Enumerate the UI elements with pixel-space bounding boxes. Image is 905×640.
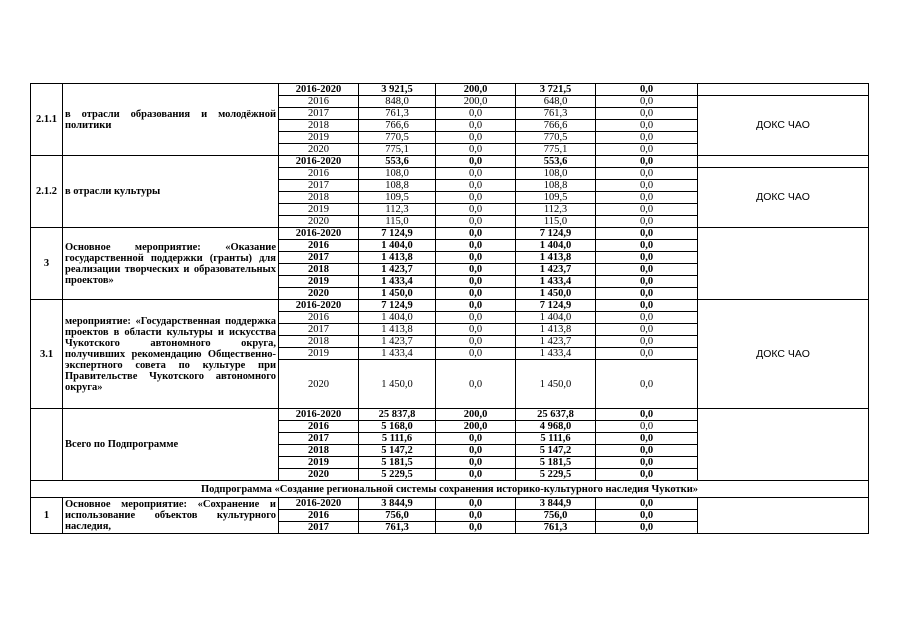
cell-reg: 5 147,2: [516, 445, 596, 457]
cell-fed: 0,0: [436, 433, 516, 445]
cell-year: 2018: [279, 264, 359, 276]
cell-total: 766,6: [359, 120, 436, 132]
cell-fed: 0,0: [436, 168, 516, 180]
cell-other: 0,0: [596, 84, 698, 96]
cell-reg: 1 450,0: [516, 288, 596, 300]
cell-other: 0,0: [596, 192, 698, 204]
budget-table-page: [30, 83, 869, 534]
row-index: 3: [31, 228, 63, 300]
cell-fed: 0,0: [436, 252, 516, 264]
cell-year: 2018: [279, 336, 359, 348]
cell-year: 2016: [279, 421, 359, 433]
cell-total: 5 229,5: [359, 469, 436, 481]
cell-fed: 0,0: [436, 108, 516, 120]
cell-reg: 5 229,5: [516, 469, 596, 481]
cell-other: 0,0: [596, 522, 698, 534]
cell-year: 2016-2020: [279, 84, 359, 96]
cell-year: 2019: [279, 348, 359, 360]
cell-fed: 0,0: [436, 180, 516, 192]
cell-reg: 766,6: [516, 120, 596, 132]
cell-year: 2017: [279, 324, 359, 336]
table-row: [31, 84, 869, 96]
table-row: [31, 498, 869, 510]
cell-reg: 1 433,4: [516, 348, 596, 360]
cell-other: 0,0: [596, 360, 698, 409]
cell-year: 2016-2020: [279, 300, 359, 312]
cell-total: 112,3: [359, 204, 436, 216]
cell-total: 5 111,6: [359, 433, 436, 445]
cell-other: 0,0: [596, 180, 698, 192]
cell-total: 3 844,9: [359, 498, 436, 510]
cell-other: 0,0: [596, 120, 698, 132]
budget-table: [30, 83, 869, 534]
cell-other: 0,0: [596, 300, 698, 312]
cell-other: 0,0: [596, 324, 698, 336]
row-index: 1: [31, 498, 63, 534]
cell-reg: 5 181,5: [516, 457, 596, 469]
cell-fed: 0,0: [436, 264, 516, 276]
table-row: [31, 409, 869, 421]
subprogram-heading-row: [31, 481, 869, 498]
cell-fed: 0,0: [436, 204, 516, 216]
executor-cell: [698, 409, 869, 481]
cell-fed: 0,0: [436, 288, 516, 300]
subprogram-title: Подпрограмма «Создание региональной системы сохранения историко-культурного наследия Чукотки»: [31, 481, 869, 498]
cell-year: 2016-2020: [279, 409, 359, 421]
cell-reg: 3 721,5: [516, 84, 596, 96]
cell-total: 5 147,2: [359, 445, 436, 457]
cell-reg: 756,0: [516, 510, 596, 522]
cell-fed: 0,0: [436, 510, 516, 522]
cell-fed: 0,0: [436, 144, 516, 156]
cell-other: 0,0: [596, 445, 698, 457]
cell-year: 2019: [279, 457, 359, 469]
cell-total: 108,0: [359, 168, 436, 180]
cell-fed: 0,0: [436, 156, 516, 168]
executor-cell: ДОКС ЧАО: [698, 300, 869, 409]
cell-fed: 0,0: [436, 348, 516, 360]
cell-other: 0,0: [596, 264, 698, 276]
cell-year: 2016-2020: [279, 156, 359, 168]
cell-total: 109,5: [359, 192, 436, 204]
row-index: 2.1.2: [31, 156, 63, 228]
cell-fed: 0,0: [436, 324, 516, 336]
cell-total: 1 423,7: [359, 264, 436, 276]
cell-total: 1 433,4: [359, 348, 436, 360]
cell-year: 2016: [279, 168, 359, 180]
cell-fed: 0,0: [436, 192, 516, 204]
cell-reg: 7 124,9: [516, 300, 596, 312]
table-row: [31, 156, 869, 168]
cell-year: 2016: [279, 312, 359, 324]
executor-cell-empty: [698, 498, 869, 534]
cell-other: 0,0: [596, 409, 698, 421]
executor-cell: [698, 228, 869, 300]
cell-other: 0,0: [596, 433, 698, 445]
cell-total: 761,3: [359, 108, 436, 120]
cell-reg: 115,0: [516, 216, 596, 228]
cell-other: 0,0: [596, 510, 698, 522]
cell-fed: 0,0: [436, 276, 516, 288]
cell-fed: 200,0: [436, 96, 516, 108]
cell-year: 2020: [279, 469, 359, 481]
cell-year: 2016-2020: [279, 498, 359, 510]
table-row: [31, 228, 869, 240]
cell-fed: 0,0: [436, 498, 516, 510]
cell-total: 756,0: [359, 510, 436, 522]
cell-total: 1 423,7: [359, 336, 436, 348]
cell-fed: 0,0: [436, 120, 516, 132]
cell-total: 1 413,8: [359, 252, 436, 264]
cell-fed: 0,0: [436, 132, 516, 144]
cell-fed: 200,0: [436, 84, 516, 96]
cell-other: 0,0: [596, 240, 698, 252]
cell-other: 0,0: [596, 288, 698, 300]
cell-total: 7 124,9: [359, 300, 436, 312]
cell-year: 2017: [279, 522, 359, 534]
cell-other: 0,0: [596, 312, 698, 324]
cell-reg: 4 968,0: [516, 421, 596, 433]
row-index: 3.1: [31, 300, 63, 409]
cell-total: 5 181,5: [359, 457, 436, 469]
table-row: [31, 300, 869, 312]
cell-total: 1 450,0: [359, 360, 436, 409]
cell-other: 0,0: [596, 228, 698, 240]
cell-year: 2017: [279, 252, 359, 264]
cell-fed: 0,0: [436, 240, 516, 252]
cell-year: 2020: [279, 288, 359, 300]
cell-total: 3 921,5: [359, 84, 436, 96]
cell-total: 553,6: [359, 156, 436, 168]
row-index: 2.1.1: [31, 84, 63, 156]
cell-fed: 0,0: [436, 469, 516, 481]
cell-fed: 0,0: [436, 312, 516, 324]
cell-reg: 5 111,6: [516, 433, 596, 445]
cell-reg: 553,6: [516, 156, 596, 168]
row-name: в отрасли культуры: [63, 156, 279, 228]
cell-other: 0,0: [596, 457, 698, 469]
executor-cell-empty: [698, 84, 869, 96]
cell-reg: 1 450,0: [516, 360, 596, 409]
cell-year: 2016-2020: [279, 228, 359, 240]
cell-other: 0,0: [596, 96, 698, 108]
cell-year: 2019: [279, 276, 359, 288]
row-name: Основное мероприятие: «Оказание государственной поддержки (гранты) для реализации творческих и образовательных проектов»: [63, 228, 279, 300]
cell-other: 0,0: [596, 144, 698, 156]
cell-reg: 108,8: [516, 180, 596, 192]
cell-reg: 1 433,4: [516, 276, 596, 288]
cell-year: 2017: [279, 433, 359, 445]
cell-reg: 1 413,8: [516, 252, 596, 264]
cell-total: 115,0: [359, 216, 436, 228]
cell-year: 2018: [279, 192, 359, 204]
cell-total: 1 413,8: [359, 324, 436, 336]
cell-reg: 1 423,7: [516, 264, 596, 276]
cell-fed: 0,0: [436, 445, 516, 457]
cell-fed: 0,0: [436, 336, 516, 348]
cell-other: 0,0: [596, 276, 698, 288]
cell-other: 0,0: [596, 252, 698, 264]
executor-cell: ДОКС ЧАО: [698, 96, 869, 156]
cell-other: 0,0: [596, 498, 698, 510]
cell-fed: 200,0: [436, 421, 516, 433]
cell-year: 2016: [279, 96, 359, 108]
cell-total: 770,5: [359, 132, 436, 144]
cell-year: 2016: [279, 510, 359, 522]
executor-cell-empty: [698, 156, 869, 168]
cell-total: 5 168,0: [359, 421, 436, 433]
cell-reg: 761,3: [516, 108, 596, 120]
executor-cell: ДОКС ЧАО: [698, 168, 869, 228]
cell-reg: 1 404,0: [516, 240, 596, 252]
cell-fed: 200,0: [436, 409, 516, 421]
cell-reg: 1 413,8: [516, 324, 596, 336]
cell-fed: 0,0: [436, 522, 516, 534]
cell-other: 0,0: [596, 469, 698, 481]
cell-year: 2017: [279, 180, 359, 192]
cell-other: 0,0: [596, 168, 698, 180]
row-name: в отрасли образования и молодёжной политики: [63, 84, 279, 156]
cell-total: 25 837,8: [359, 409, 436, 421]
cell-reg: 7 124,9: [516, 228, 596, 240]
cell-total: 1 404,0: [359, 240, 436, 252]
cell-year: 2019: [279, 132, 359, 144]
cell-reg: 761,3: [516, 522, 596, 534]
cell-fed: 0,0: [436, 360, 516, 409]
cell-total: 108,8: [359, 180, 436, 192]
cell-reg: 770,5: [516, 132, 596, 144]
cell-total: 1 433,4: [359, 276, 436, 288]
cell-year: 2018: [279, 445, 359, 457]
cell-reg: 112,3: [516, 204, 596, 216]
cell-year: 2017: [279, 108, 359, 120]
row-index: [31, 409, 63, 481]
cell-year: 2018: [279, 120, 359, 132]
cell-reg: 648,0: [516, 96, 596, 108]
row-name: Всего по Подпрограмме: [63, 409, 279, 481]
cell-fed: 0,0: [436, 457, 516, 469]
cell-year: 2020: [279, 216, 359, 228]
cell-other: 0,0: [596, 336, 698, 348]
cell-other: 0,0: [596, 156, 698, 168]
cell-year: 2019: [279, 204, 359, 216]
cell-other: 0,0: [596, 204, 698, 216]
cell-year: 2020: [279, 360, 359, 409]
cell-other: 0,0: [596, 216, 698, 228]
cell-reg: 25 637,8: [516, 409, 596, 421]
row-name: мероприятие: «Государственная поддержка проектов в области культуры и искусства Чукотского автономного округа, получивших рекомендацию Общественно-экспертного совета по культуре при Правительстве Чукотского автономного округа»: [63, 300, 279, 409]
cell-other: 0,0: [596, 421, 698, 433]
cell-other: 0,0: [596, 108, 698, 120]
cell-reg: 1 404,0: [516, 312, 596, 324]
cell-reg: 3 844,9: [516, 498, 596, 510]
cell-total: 7 124,9: [359, 228, 436, 240]
row-name: Основное мероприятие: «Сохранение и использование объектов культурного наследия,: [63, 498, 279, 534]
cell-fed: 0,0: [436, 228, 516, 240]
cell-total: 761,3: [359, 522, 436, 534]
cell-other: 0,0: [596, 132, 698, 144]
cell-year: 2020: [279, 144, 359, 156]
cell-year: 2016: [279, 240, 359, 252]
cell-reg: 109,5: [516, 192, 596, 204]
cell-other: 0,0: [596, 348, 698, 360]
cell-total: 1 450,0: [359, 288, 436, 300]
cell-reg: 108,0: [516, 168, 596, 180]
cell-reg: 775,1: [516, 144, 596, 156]
cell-reg: 1 423,7: [516, 336, 596, 348]
cell-total: 775,1: [359, 144, 436, 156]
cell-total: 848,0: [359, 96, 436, 108]
cell-fed: 0,0: [436, 300, 516, 312]
cell-fed: 0,0: [436, 216, 516, 228]
cell-total: 1 404,0: [359, 312, 436, 324]
